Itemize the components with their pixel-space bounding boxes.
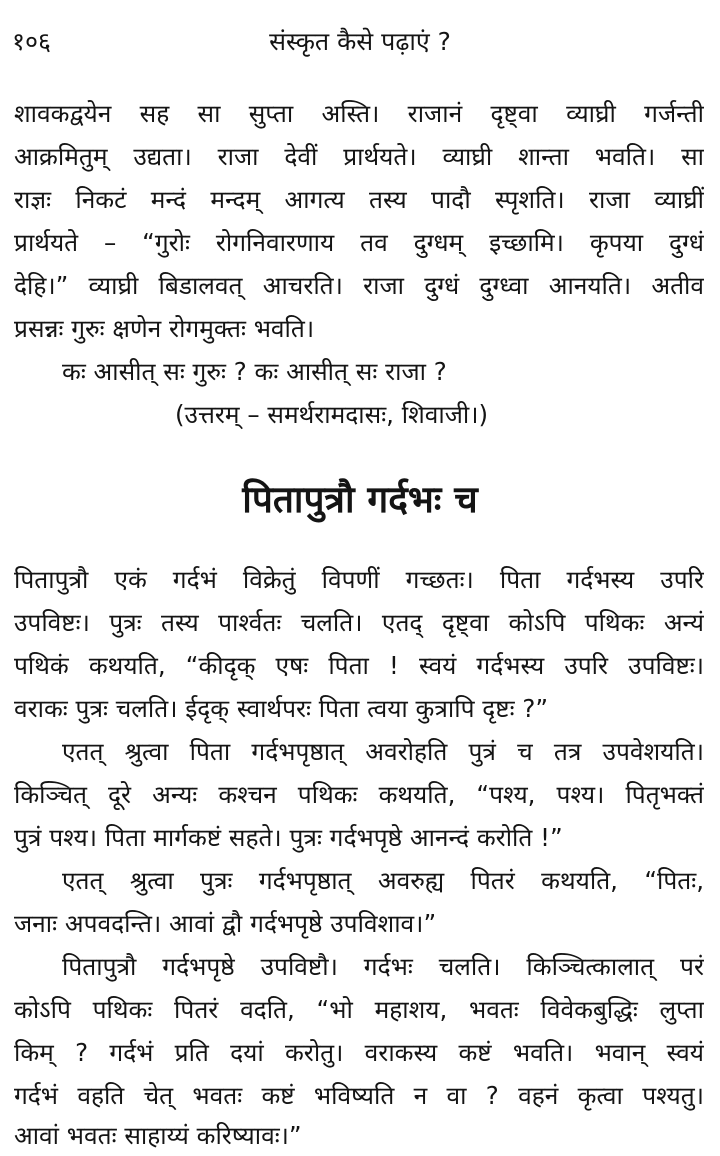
text-line: पथिकं कथयति, “कीदृक् एषः पिता ! स्वयं गर्दभस्य उपरि उपविष्टः।: [14, 651, 704, 680]
text-line: आवां भवतः साहाय्यं करिष्यावः।”: [14, 1121, 302, 1150]
text-line: राज्ञः निकटं मन्दं मन्दम् आगत्य तस्य पादौ स्पृशति। राजा व्याघ्रीं: [14, 185, 704, 214]
text-line: पितापुत्रौ गर्दभपृष्ठे उपविष्टौ। गर्दभः चलति। किञ्चित्कालात् परं: [62, 952, 704, 981]
text-line: प्रार्थयते – “गुरोः रोगनिवारणाय तव दुग्धम् इच्छामि। कृपया दुग्धं: [14, 228, 704, 257]
answer-line: (उत्तरम् – समर्थरामदासः, शिवाजी।): [175, 400, 489, 429]
text-line: कोऽपि पथिकः पितरं वदति, “भो महाशय, भवतः विवेकबुद्धिः लुप्ता: [14, 995, 704, 1024]
text-line: गर्दभं वहति चेत् भवतः कष्टं भविष्यति न वा ? वहनं कृत्वा पश्यतु।: [14, 1081, 704, 1110]
text-line: किम् ? गर्दभं प्रति दयां करोतु। वराकस्य कष्टं भवति। भवान् स्वयं: [14, 1038, 704, 1067]
text-line: एतत् श्रुत्वा पुत्रः गर्दभपृष्ठात् अवरुह्य पितरं कथयति, “पितः,: [62, 866, 704, 895]
text-line: शावकद्वयेन सह सा सुप्ता अस्ति। राजानं दृष्ट्वा व्याघ्री गर्जन्ती: [14, 99, 704, 128]
text-line: प्रसन्नः गुरुः क्षणेन रोगमुक्तः भवति।: [14, 314, 315, 343]
text-line: एतत् श्रुत्वा पिता गर्दभपृष्ठात् अवरोहति पुत्रं च तत्र उपवेशयति।: [62, 737, 704, 766]
text-line: देहि।” व्याघ्री बिडालवत् आचरति। राजा दुग्धं दुग्ध्वा आनयति। अतीव: [14, 271, 704, 300]
section-heading: पितापुत्रौ गर्दभः च: [242, 478, 478, 521]
text-line: पुत्रं पश्य। पिता मार्गकष्टं सहते। पुत्रः गर्दभपृष्ठे आनन्दं करोति !”: [14, 823, 563, 852]
running-title: संस्कृत कैसे पढ़ाएं ?: [269, 27, 451, 56]
text-line: वराकः पुत्रः चलति। ईदृक् स्वार्थपरः पिता त्वया कुत्रापि दृष्टः ?”: [14, 694, 549, 723]
text-line: उपविष्टः। पुत्रः तस्य पार्श्वतः चलति। एतद् दृष्ट्वा कोऽपि पथिकः अन्यं: [14, 608, 704, 637]
text-line: आक्रमितुम् उद्यता। राजा देवीं प्रार्थयते। व्याघ्री शान्ता भवति। सा: [14, 142, 704, 171]
page-header: [10, 22, 710, 62]
question-line: कः आसीत् सः गुरुः ? कः आसीत् सः राजा ?: [62, 357, 447, 386]
text-line: पितापुत्रौ एकं गर्दभं विक्रेतुं विपणीं गच्छतः। पिता गर्दभस्य उपरि: [14, 565, 704, 594]
page-number: १०६: [12, 27, 52, 56]
text-line: किञ्चित् दूरे अन्यः कश्चन पथिकः कथयति, “पश्य, पश्य। पितृभक्तं: [14, 780, 704, 809]
text-line: जनाः अपवदन्ति। आवां द्वौ गर्दभपृष्ठे उपविशाव।”: [14, 909, 437, 938]
